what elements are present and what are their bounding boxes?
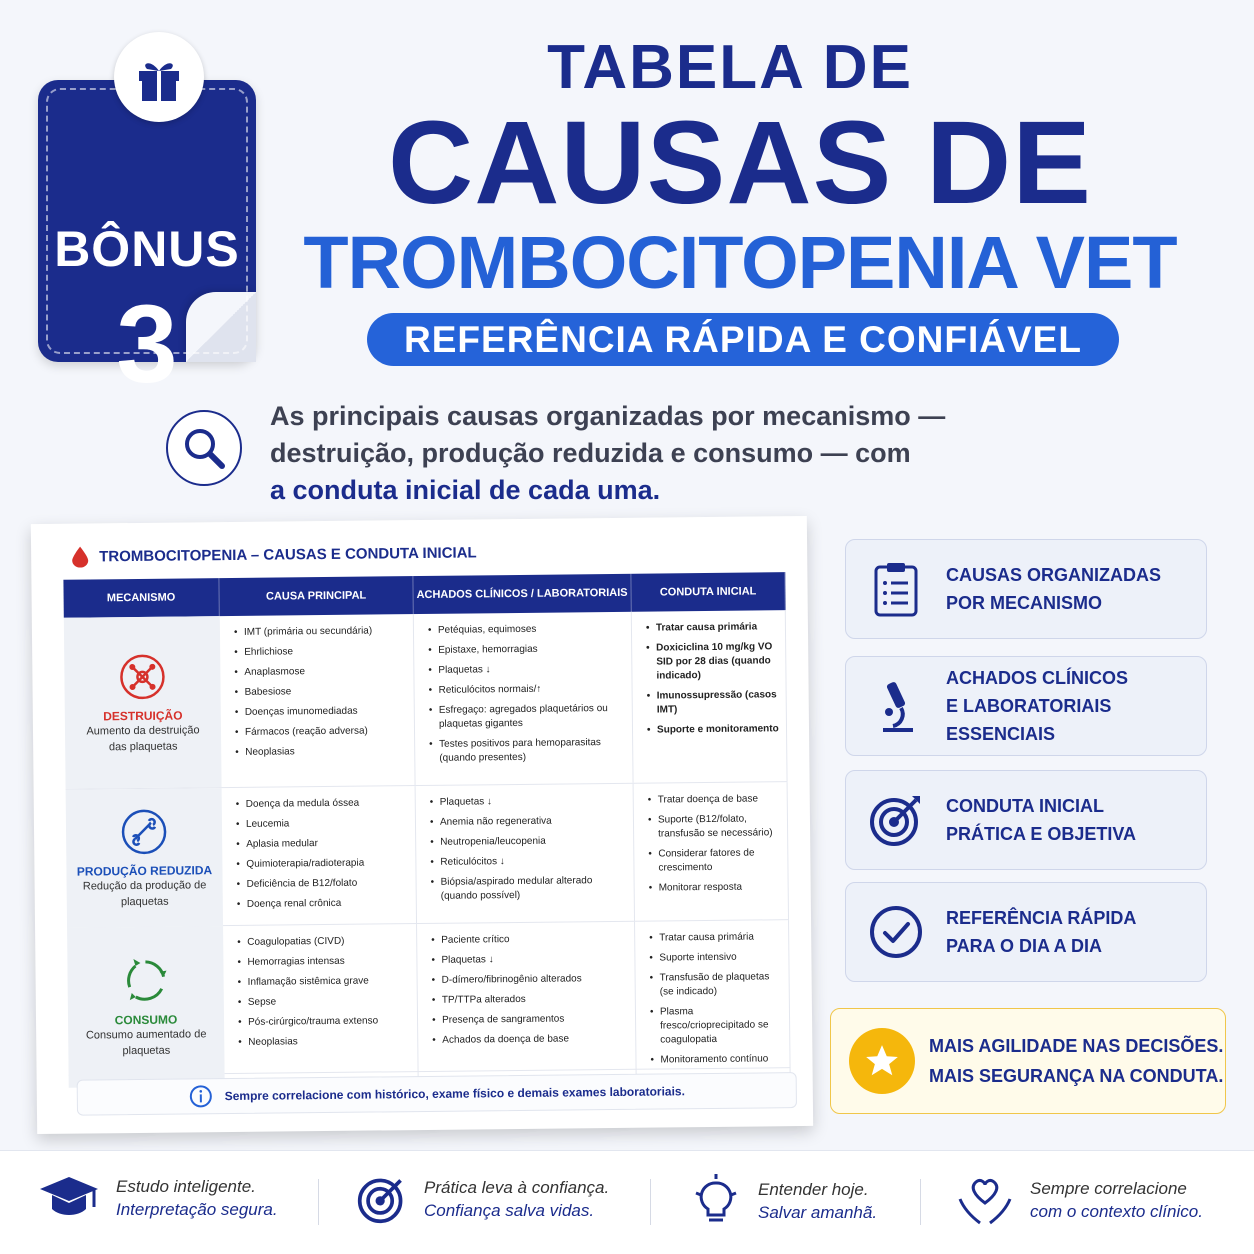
reference-sheet [31,516,813,1134]
feature-line: PARA O DIA A DIA [946,936,1102,956]
list-item: • Suporte intensivo [649,950,782,965]
list-item: • Doenças imunomediadas [235,704,408,720]
intro-line-2: destruição, produção reduzida e consumo — com [270,438,911,468]
feature-text [946,664,1128,748]
blood-drop-icon [71,545,89,567]
causes-cell [220,614,416,787]
footer-line: Entender hoje. [758,1180,869,1199]
list-item: • Anaplasmose [234,664,407,680]
column-header: CONDUTA INICIAL [631,572,785,612]
feature-line: CAUSAS ORGANIZADAS [946,565,1162,585]
footer-line: com o contexto clínico. [1030,1202,1203,1221]
list-item: • Pós-cirúrgico/trauma extenso [238,1014,411,1030]
list-item: • Inflamação sistêmica grave [238,974,411,990]
table-row [67,920,791,1076]
cycle-icon [119,955,172,1008]
feature-card [845,656,1207,756]
list-item: • Anemia não regenerativa [430,814,627,830]
feature-line: PRÁTICA E OBJETIVA [946,824,1137,844]
footer-line: Interpretação segura. [116,1200,278,1219]
list-item: • IMT (primária ou secundária) [234,624,407,640]
list-item: • Suporte (B12/folato, transfusão se necessário) [648,812,781,841]
bonus-badge [38,80,256,406]
divider [920,1179,921,1225]
column-header: CAUSA PRINCIPAL [219,576,413,616]
conduct-cell [635,920,791,1082]
feature-line: POR MECANISMO [946,593,1103,613]
list-item: • TP/TTPa alterados [432,992,629,1008]
feature-text [946,904,1136,960]
star-icon [849,1028,915,1094]
mechanism-cell [67,926,225,1088]
findings-cell [414,612,634,785]
list-item: • Doxiciclina 10 mg/kg VO SID por 28 dias (quando indicado) [646,640,779,683]
bonus-number: 3 [116,283,178,406]
findings-cell [416,784,635,924]
list-item: • Ehrlichiose [234,644,407,660]
list-item: • Tratar doença de base [648,792,781,807]
feature-text [946,792,1136,848]
divider [650,1179,651,1225]
list-item: • Epistaxe, hemorragias [428,642,625,658]
footer-item [356,1173,609,1225]
list-item: • Coagulopatias (CIVD) [237,934,410,950]
feature-text [946,561,1161,617]
footer-line: Salvar amanhã. [758,1203,878,1222]
gift-icon [114,32,204,122]
mechanism-name: PRODUÇÃO REDUZIDA [76,863,213,879]
footer-line: Prática leva à confiança. [424,1178,610,1197]
causes-cell [223,924,419,1086]
footer-line: Estudo inteligente. [116,1177,256,1196]
target-icon [356,1173,408,1225]
list-item: • Reticulócitos ↓ [430,854,627,870]
mechanism-name: DESTRUIÇÃO [103,708,183,723]
column-header: MECANISMO [63,578,219,618]
highlight-line: MAIS SEGURANÇA NA CONDUTA. [929,1066,1224,1086]
list-item: • Aplasia medular [236,836,409,852]
list-item: • Neoplasias [238,1034,411,1050]
feature-card [845,539,1207,639]
mechanism-name: CONSUMO [114,1012,178,1028]
footer-line: Sempre correlacione [1030,1179,1187,1198]
intro-text [270,398,970,509]
list-item: • Tratar causa primária [646,620,779,635]
highlight-text [929,1031,1223,1091]
list-item: • Presença de sangramentos [432,1012,629,1028]
magnifier-icon [166,410,242,486]
causes-table [63,572,790,1076]
footer-line: Confiança salva vidas. [424,1201,595,1220]
list-item: • Suporte e monitoramento [647,722,780,737]
list-item: • Biópsia/aspirado medular alterado (quando possível) [431,874,628,904]
list-item: • Reticulócitos normais/↑ [429,682,626,698]
list-item: • Monitoramento contínuo [650,1052,783,1067]
table-row [64,610,788,790]
list-item: • Esfregaço: agregados plaquetários ou plaquetas gigantes [429,702,626,732]
note-text: Sempre correlacione com histórico, exame físico e demais exames laboratoriais. [224,1084,685,1104]
list-item: • Monitorar resposta [649,880,782,895]
list-item: • Quimioterapia/radioterapia [236,856,409,872]
divider [318,1179,319,1225]
list-item: • Imunossupressão (casos IMT) [647,688,780,717]
footer-item [690,1173,877,1229]
sheet-title: TROMBOCITOPENIA – CAUSAS E CONDUTA INICIAL [99,543,477,565]
title-line-2: CAUSAS DE [388,97,1092,229]
list-item: • Leucemia [236,816,409,832]
list-item: • D-dímero/fibrinogênio alterados [432,972,629,988]
mechanism-description: Consumo aumentado de plaquetas [85,1028,207,1058]
feature-line: ESSENCIAIS [946,724,1056,744]
info-icon [189,1084,213,1108]
microscope-icon [846,678,946,734]
clipboard-icon [846,561,946,617]
list-item: • Neoplasias [235,744,408,760]
intro-line-1: As principais causas organizadas por mecanismo — [270,401,946,431]
list-item: • Plaquetas ↓ [428,662,625,678]
mechanism-description: Redução da produção de plaquetas [82,879,207,909]
footer [0,1150,1254,1254]
subtitle-pill: REFERÊNCIA RÁPIDA E CONFIÁVEL [367,313,1119,366]
footer-item [38,1173,278,1223]
list-item: • Tratar causa primária [649,930,782,945]
column-header: ACHADOS CLÍNICOS / LABORATORIAIS [413,574,631,614]
list-item: • Petéquias, equimoses [428,622,625,638]
findings-cell [417,922,637,1084]
list-item: • Paciente crítico [431,932,628,948]
list-item: • Neutropenia/leucopenia [430,834,627,850]
feature-card [845,882,1207,982]
list-item: • Hemorragias intensas [237,954,410,970]
causes-cell [222,786,417,926]
list-item: • Deficiência de B12/folato [237,876,410,892]
list-item: • Doença da medula óssea [236,796,409,812]
platelet-destruction-icon [116,650,169,703]
title-line-1: TABELA DE [547,33,913,102]
mechanism-cell [66,788,223,928]
list-item: • Babesiose [235,684,408,700]
intro-line-3: a conduta inicial de cada uma. [270,475,661,505]
feature-line: E LABORATORIAIS [946,696,1112,716]
conduct-cell [634,782,789,922]
list-item: • Testes positivos para hemoparasitas (quando presentes) [429,736,626,766]
highlight-line: MAIS AGILIDADE NAS DECISÕES. [929,1036,1224,1056]
highlight-box [830,1008,1226,1114]
check-circle-icon [846,904,946,960]
list-item: • Considerar fatores de crescimento [648,846,781,875]
sheet-note [77,1072,797,1116]
list-item: • Doença renal crônica [237,896,410,912]
list-item: • Fármacos (reação adversa) [235,724,408,740]
list-item: • Plaquetas ↓ [431,952,628,968]
feature-line: ACHADOS CLÍNICOS [946,668,1129,688]
bonus-label: BÔNUS [54,221,240,277]
list-item: • Plasma fresco/crioprecipitado se coagulopatia [650,1004,783,1047]
sheet-header [71,541,477,567]
feature-card [845,770,1207,870]
list-item: • Plaquetas ↓ [430,794,627,810]
heart-hands-icon [956,1173,1014,1227]
list-item: • Sepse [238,994,411,1010]
footer-item [956,1173,1203,1227]
target-icon [846,792,946,848]
bone-icon [118,806,171,859]
lightbulb-icon [690,1173,742,1229]
title-line-3: TROMBOCITOPENIA VET [303,221,1177,304]
table-row [66,782,789,928]
graduation-cap-icon [38,1173,100,1223]
page-curl [186,292,256,362]
mechanism-cell [64,616,222,789]
list-item: • Achados da doença de base [432,1032,629,1048]
mechanism-description: Aumento da destruição das plaquetas [86,723,200,753]
feature-line: CONDUTA INICIAL [946,796,1104,816]
feature-line: REFERÊNCIA RÁPIDA [946,908,1137,928]
conduct-cell [632,610,788,783]
list-item: • Transfusão de plaquetas (se indicado) [650,970,783,999]
